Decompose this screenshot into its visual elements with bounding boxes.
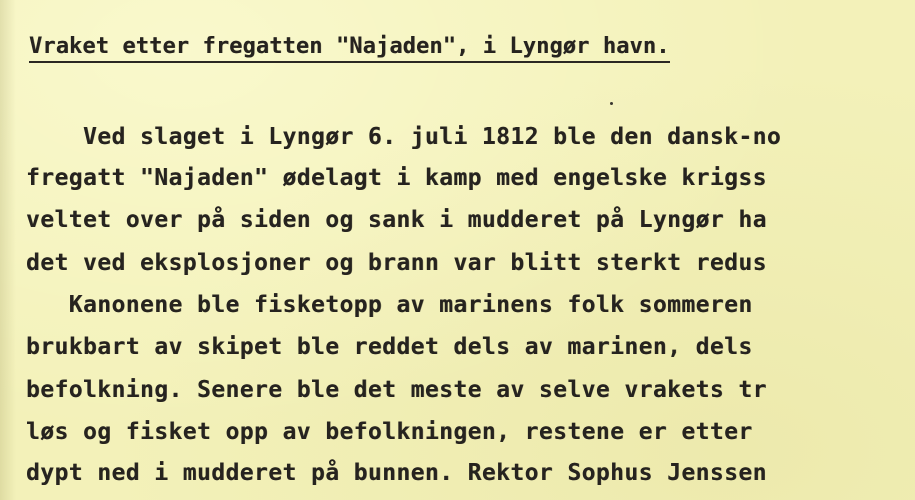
document-title: Vraket etter fregatten "Najaden", i Lyngør havn. [29, 34, 670, 63]
page-fold-shadow [0, 0, 16, 500]
text-line-8: løs og fisket opp av befolkningen, restene er etter [26, 419, 753, 445]
text-line-1: Ved slaget i Lyngør 6. juli 1812 ble den dansk-no [26, 124, 782, 150]
text-line-3: veltet over på siden og sank i mudderet på Lyngør ha [26, 207, 767, 233]
text-line-6: brukbart av skipet ble reddet dels av marinen, dels [26, 334, 753, 360]
text-line-9: dypt ned i mudderet på bunnen. Rektor Sophus Jenssen [26, 460, 767, 486]
text-line-2: fregatt "Najaden" ødelagt i kamp med engelske krigss [26, 165, 767, 191]
ink-speck [610, 102, 613, 105]
text-line-5: Kanonene ble fisketopp av marinens folk sommeren [26, 292, 753, 318]
text-line-7: befolkning. Senere ble det meste av selve vrakets tr [26, 377, 767, 403]
text-line-4: det ved eksplosjoner og brann var blitt sterkt redus [26, 250, 767, 276]
